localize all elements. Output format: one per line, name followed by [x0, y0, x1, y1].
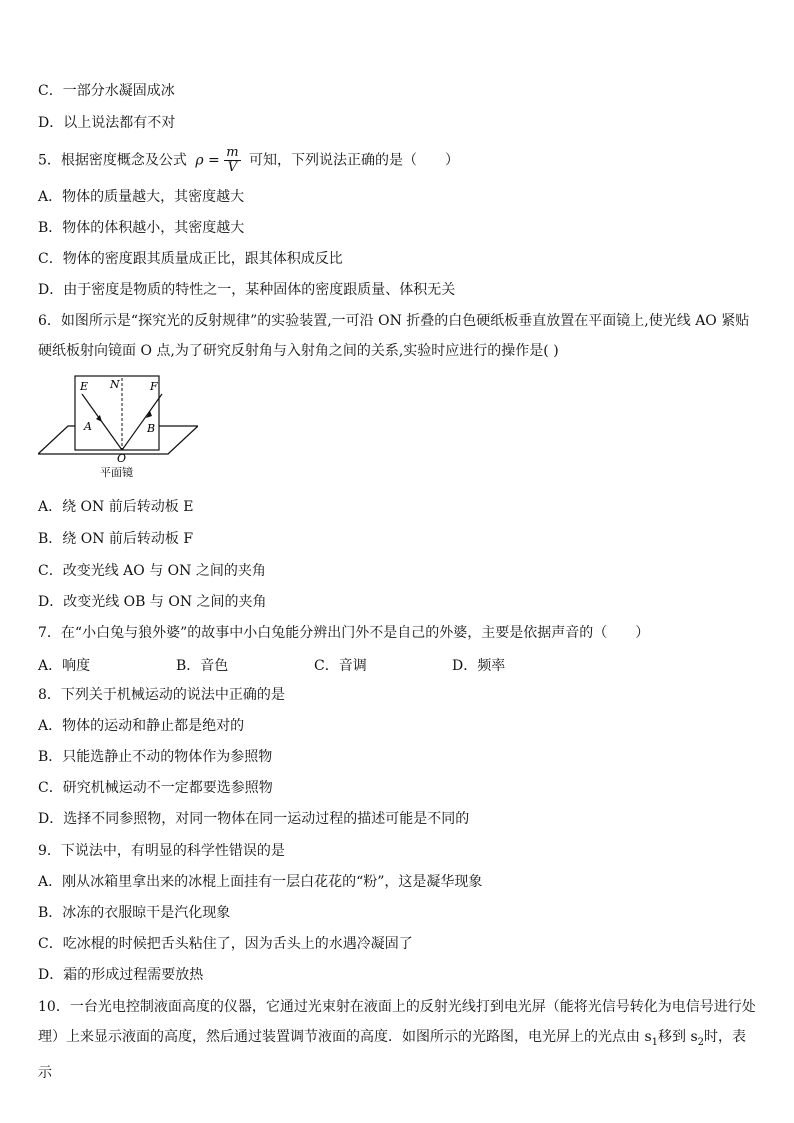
- q10-sub-1: 1: [651, 1036, 659, 1048]
- q8-option-d: D．选择不同参照物，对同一物体在同一运动过程的描述可能是不同的: [38, 811, 470, 827]
- q7-option-a: A．响度: [38, 658, 91, 674]
- q5-stem: [38, 146, 459, 175]
- q9-stem: 9．下说法中，有明显的科学性错误的是: [38, 843, 285, 859]
- q10-sub-2: 2: [697, 1036, 705, 1048]
- label-n: N: [110, 378, 120, 391]
- formula-numerator: m: [226, 145, 239, 160]
- q10-stem: [38, 992, 760, 1088]
- q7-option-c: C．音调: [314, 658, 367, 674]
- q5-option-d: D．由于密度是物质的特性之一，某种固体的密度跟质量、体积无关: [38, 282, 456, 298]
- q10-stem-end: 时，表示: [38, 1029, 747, 1081]
- q6-option-b: B．绕 ON 前后转动板 F: [38, 531, 194, 547]
- label-o: O: [117, 452, 127, 465]
- q5-stem-pre: 5．根据密度概念及公式: [38, 152, 187, 169]
- reflection-experiment-figure: [38, 372, 198, 484]
- q9-option-b: B．冰冻的衣服晾干是汽化现象: [38, 905, 231, 921]
- density-formula: [195, 146, 240, 175]
- q5-option-c: C．物体的密度跟其质量成正比，跟其体积成反比: [38, 251, 343, 267]
- formula-fraction: [224, 146, 240, 175]
- q5-option-a: A．物体的质量越大，其密度越大: [38, 189, 245, 205]
- label-e: E: [80, 380, 89, 393]
- mirror-label: 平面镜: [100, 466, 133, 479]
- q7-stem: 7．在“小白兔与狼外婆”的故事中小白兔能分辨出门外不是自己的外婆，主要是依据声音的（ ）: [38, 625, 650, 641]
- q6-option-c: C．改变光线 AO 与 ON 之间的夹角: [38, 563, 266, 579]
- q9-option-a: A．刚从冰箱里拿出来的冰棍上面挂有一层白花花的“粉”，这是凝华现象: [38, 874, 483, 890]
- q4-option-c: C．一部分水凝固成冰: [38, 83, 175, 99]
- q6-option-d: D．改变光线 OB 与 ON 之间的夹角: [38, 594, 267, 610]
- q9-option-d: D．霜的形成过程需要放热: [38, 967, 204, 983]
- q10-stem-part1: 10．一台光电控制液面高度的仪器，它通过光束射在液面上的反射光线打到电光屏（能将光信号转化为电信号进行处理）上来显示液面的高度，然后通过装置调节液面的高度．如图所示的光路图，电光屏上的光点由 s: [38, 999, 756, 1045]
- q8-option-c: C．研究机械运动不一定都要选参照物: [38, 780, 273, 796]
- q5-stem-post: 可知，下列说法正确的是（ ）: [249, 152, 460, 169]
- label-f: F: [150, 380, 158, 393]
- q8-option-a: A．物体的运动和静止都是绝对的: [38, 718, 245, 734]
- q8-option-b: B．只能选静止不动的物体作为参照物: [38, 749, 273, 765]
- q6-option-a: A．绕 ON 前后转动板 E: [38, 499, 194, 515]
- formula-lhs: ρ =: [195, 152, 220, 169]
- label-b: B: [147, 422, 156, 435]
- formula-denominator: V: [227, 160, 238, 175]
- q4-option-d: D．以上说法都有不对: [38, 115, 176, 131]
- q8-stem: 8．下列关于机械运动的说法中正确的是: [38, 687, 285, 703]
- q9-option-c: C．吃冰棍的时候把舌头粘住了，因为舌头上的水遇冷凝固了: [38, 936, 413, 952]
- label-a: A: [84, 420, 92, 433]
- q6-stem: 6．如图所示是“探究光的反射规律”的实验装置,一可沿 ON 折叠的白色硬纸板垂直放置在平面镜上,使光线 AO 紧贴硬纸板射向镜面 O 点,为了研究反射角与入射角之间的关系,实验时应进行的操作是( ): [38, 313, 750, 359]
- q10-stem-mid: 移到 s: [658, 1029, 698, 1045]
- q5-option-b: B．物体的体积越小，其密度越大: [38, 220, 245, 236]
- q7-option-d: D．频率: [452, 658, 506, 674]
- q7-option-b: B．音色: [176, 658, 229, 674]
